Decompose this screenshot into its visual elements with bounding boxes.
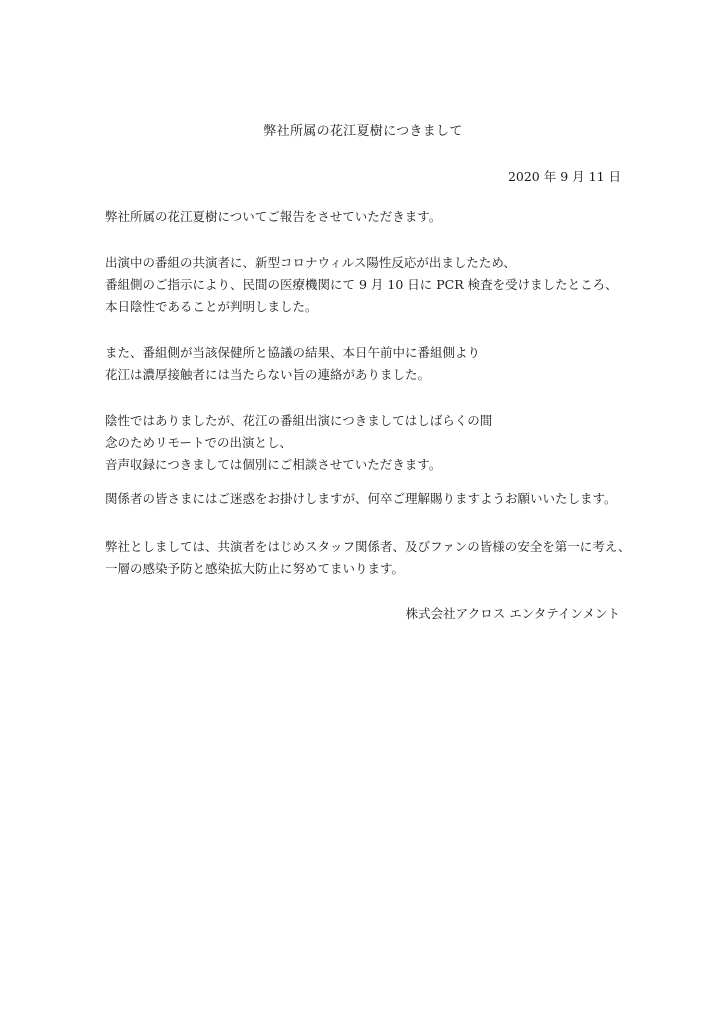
paragraph-line: 弊社所属の花江夏樹についてご報告をさせていただきます。 bbox=[105, 209, 442, 224]
paragraph-line: また、番組側が当該保健所と協議の結果、本日午前中に番組側より bbox=[105, 345, 481, 360]
paragraph-line: 番組側のご指示により、民間の医療機関にて 9 月 10 日に PCR 検査を受けましたところ、 bbox=[105, 277, 618, 292]
paragraph-5 bbox=[105, 488, 645, 510]
company-signature: 株式会社アクロス エンタテインメント bbox=[405, 606, 620, 621]
paragraph-line: 本日陰性であることが判明しました。 bbox=[105, 299, 318, 314]
paragraph-line: 一層の感染予防と感染拡大防止に努めてまいります。 bbox=[105, 561, 405, 576]
paragraph-6 bbox=[105, 536, 645, 580]
paragraph-line: 陰性ではありましたが、花江の番組出演につきましてはしばらくの間 bbox=[105, 413, 493, 428]
paragraph-line: 弊社としましては、共演者をはじめスタッフ関係者、及びファンの皆様の安全を第一に考え、 bbox=[105, 539, 631, 554]
paragraph-1 bbox=[105, 206, 645, 228]
document-date: 2020 年 9 月 11 日 bbox=[507, 169, 621, 184]
paragraph-line: 花江は濃厚接触者には当たらない旨の連絡がありました。 bbox=[105, 367, 431, 382]
paragraph-4 bbox=[105, 410, 645, 476]
document-title: 弊社所属の花江夏樹につきまして bbox=[263, 124, 463, 139]
paragraph-line: 出演中の番組の共演者に、新型コロナウィルス陽性反応が出ましたため、 bbox=[105, 255, 516, 270]
paragraph-line: 関係者の皆さまにはご迷惑をお掛けしますが、何卒ご理解賜りますようお願いいたします。 bbox=[105, 491, 617, 506]
paragraph-line: 念のためリモートでの出演とし、 bbox=[105, 435, 293, 450]
paragraph-line: 音声収録につきましては個別にご相談させていただきます。 bbox=[105, 457, 442, 472]
paragraph-2 bbox=[105, 252, 645, 318]
paragraph-3 bbox=[105, 342, 645, 386]
